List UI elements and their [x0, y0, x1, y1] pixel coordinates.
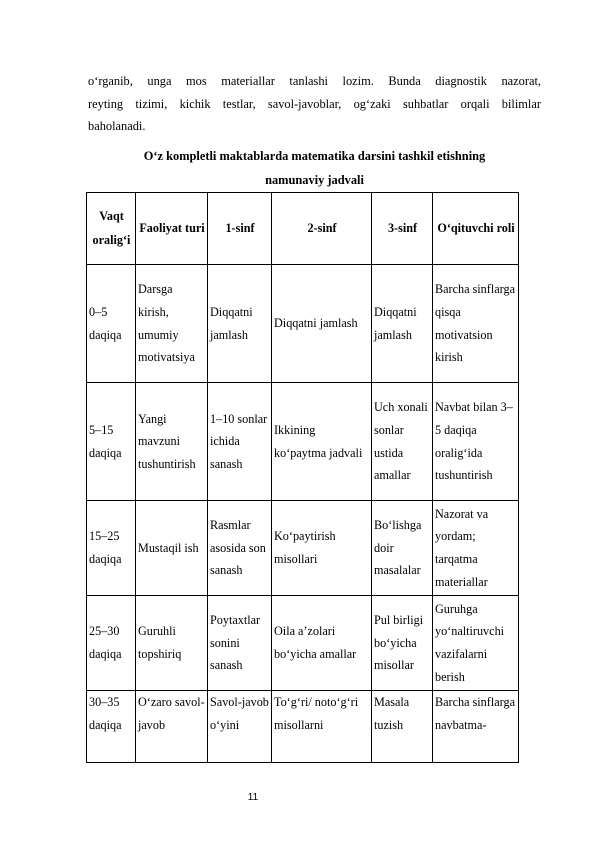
table-cell: Bo‘lishga doir masalalar	[372, 501, 433, 596]
heading-line-2: namunaviy jadvali	[265, 173, 364, 187]
table-header-row	[87, 193, 519, 265]
table-cell: Guruhga yo‘naltiruvchi vazifalarni berish	[433, 596, 519, 691]
table-cell: Poytaxtlar sonini sanash	[208, 596, 272, 691]
header-grade-1: 1-sinf	[208, 193, 272, 265]
table-cell: Navbat bilan 3–5 daqiqa oralig‘ida tushuntirish	[433, 383, 519, 501]
header-time: Vaqt oralig‘i	[87, 193, 136, 265]
table-cell: Mustaqil ish	[136, 501, 208, 596]
table-cell: Diqqatni jamlash	[272, 265, 372, 383]
table-cell: 1–10 sonlar ichida sanash	[208, 383, 272, 501]
table-cell: Guruhli topshiriq	[136, 596, 208, 691]
table-cell: Yangi mavzuni tushuntirish	[136, 383, 208, 501]
table-row	[87, 596, 519, 691]
table-cell: Darsga kirish, umumiy motivatsiya	[136, 265, 208, 383]
table-cell: Barcha sinflarga qisqa motivatsion kirish	[433, 265, 519, 383]
table-cell: 15–25 daqiqa	[87, 501, 136, 596]
table-cell: To‘g‘ri/ noto‘g‘ri misollarni	[272, 691, 372, 763]
table-cell: O‘zaro savol-javob	[136, 691, 208, 763]
table-cell: Nazorat va yordam; tarqatma materiallar	[433, 501, 519, 596]
table-cell: Ikkining ko‘paytma jadvali	[272, 383, 372, 501]
table-cell: Savol-javob o‘yini	[208, 691, 272, 763]
header-grade-2: 2-sinf	[272, 193, 372, 265]
table-row	[87, 501, 519, 596]
table-cell: Ko‘paytirish misollari	[272, 501, 372, 596]
table-cell: Barcha sinflarga navbatma-	[433, 691, 519, 763]
header-activity: Faoliyat turi	[136, 193, 208, 265]
table-cell: Masala tuzish	[372, 691, 433, 763]
table-cell: 30–35 daqiqa	[87, 691, 136, 763]
schedule-table	[86, 192, 519, 763]
body-paragraph	[88, 70, 541, 138]
table-cell: Diqqatni jamlash	[372, 265, 433, 383]
section-heading	[88, 144, 541, 192]
table-cell: Pul birligi bo‘yicha misollar	[372, 596, 433, 691]
table-cell: Diqqatni jamlash	[208, 265, 272, 383]
paragraph-line: reyting tizimi, kichik testlar, savol-javoblar, og‘zaki suhbatlar orqali bilimlar	[88, 96, 541, 111]
header-grade-3: 3-sinf	[372, 193, 433, 265]
table-row	[87, 383, 519, 501]
heading-line-1: O‘z kompletli maktablarda matematika darsini tashkil etishning	[143, 149, 486, 163]
table-cell: Uch xonali sonlar ustida amallar	[372, 383, 433, 501]
table-cell: Rasmlar asosida son sanash	[208, 501, 272, 596]
page-number: 11	[247, 792, 259, 803]
table-cell: 5–15 daqiqa	[87, 383, 136, 501]
table-cell: Oila a’zolari bo‘yicha amallar	[272, 596, 372, 691]
table-cell: 25–30 daqiqa	[87, 596, 136, 691]
table-row	[87, 691, 519, 763]
table-row	[87, 265, 519, 383]
header-teacher-role: O‘qituvchi roli	[433, 193, 519, 265]
table-cell: 0–5 daqiqa	[87, 265, 136, 383]
paragraph-line: baholanadi.	[88, 119, 146, 134]
paragraph-line: o‘rganib, unga mos materiallar tanlashi lozim. Bunda diagnostik nazorat,	[88, 74, 541, 88]
